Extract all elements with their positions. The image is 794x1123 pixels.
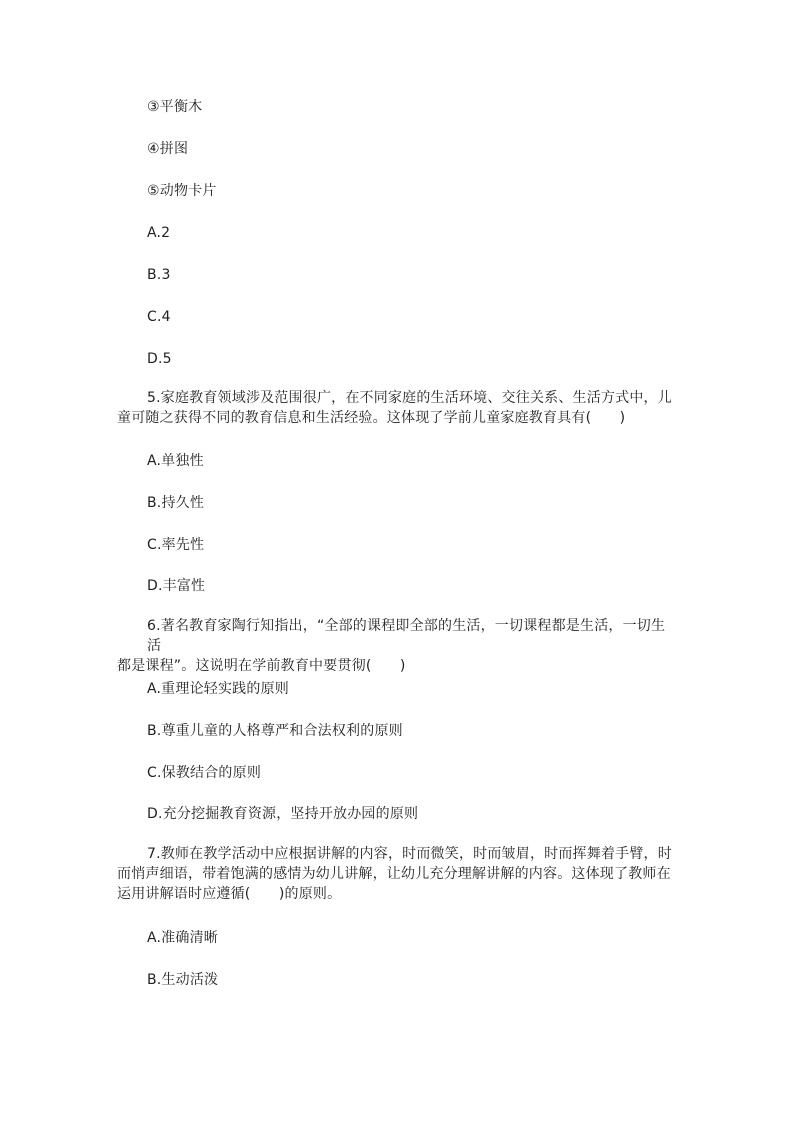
choice-d: D.5	[147, 351, 172, 367]
option-item: ⑤动物卡片	[147, 183, 217, 199]
option-item: ③平衡木	[147, 99, 203, 115]
question-7	[117, 844, 677, 904]
question-6	[117, 616, 677, 676]
question-text: 5.家庭教育领域涉及范围很广，在不同家庭的生活环境、交往关系、生活方式中，儿	[147, 390, 672, 406]
choice-b: B.持久性	[147, 495, 205, 511]
choice-d: D.充分挖掘教育资源，坚持开放办园的原则	[147, 806, 419, 822]
question-text: 6.著名教育家陶行知指出，“全部的课程即全部的生活，一切课程都是生活，一切生活	[147, 618, 666, 654]
choice-d: D.丰富性	[147, 578, 206, 594]
option-item: ④拼图	[147, 141, 189, 157]
question-text: 而悄声细语，带着饱满的感情为幼儿讲解，让幼儿充分理解讲解的内容。这体现了教师在	[117, 866, 671, 882]
choice-b: B.尊重儿童的人格尊严和合法权利的原则	[147, 723, 403, 739]
choice-c: C.保教结合的原则	[147, 765, 262, 781]
question-text: 童可随之获得不同的教育信息和生活经验。这体现了学前儿童家庭教育具有( )	[117, 410, 626, 426]
choice-b: B.生动活泼	[147, 972, 219, 988]
question-text: 运用讲解语时应遵循( )的原则。	[117, 886, 342, 902]
choice-a: A.重理论轻实践的原则	[147, 681, 289, 697]
question-text: 7.教师在教学活动中应根据讲解的内容，时而微笑，时而皱眉，时而挥舞着手臂，时	[147, 846, 672, 862]
choice-a: A.单独性	[147, 453, 204, 469]
choice-a: A.2	[147, 225, 171, 241]
choice-a: A.准确清晰	[147, 930, 218, 946]
choice-c: C.率先性	[147, 537, 205, 553]
question-text: 都是课程”。这说明在学前教育中要贯彻( )	[117, 658, 406, 674]
choice-c: C.4	[147, 309, 171, 325]
question-5	[117, 388, 677, 428]
choice-b: B.3	[147, 267, 171, 283]
